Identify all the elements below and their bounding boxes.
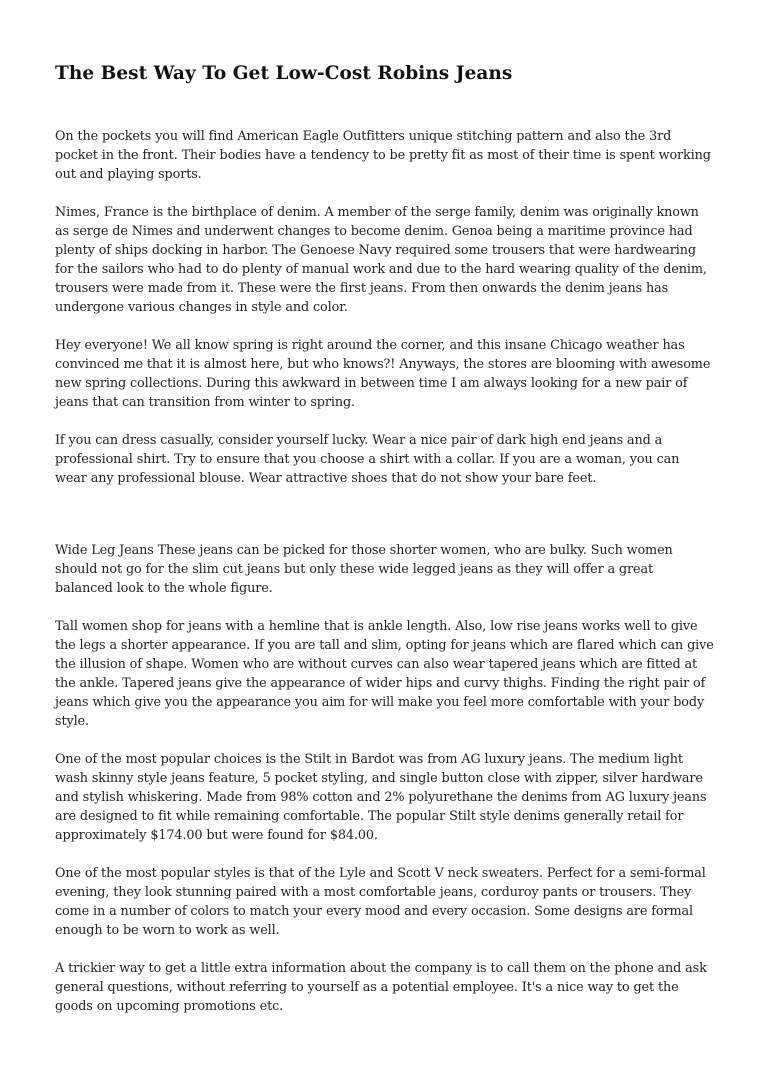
section-spacer: [55, 507, 714, 541]
paragraph: Nimes, France is the birthplace of denim. A member of the serge family, denim was originally known as serge de Nimes and underwent changes to become denim. Genoa being a maritime province had plenty of ships docking in harbor. The Genoese Navy required some trousers that were hardwearing for the sailors who had to do plenty of manual work and due to the hard wearing quality of the denim, trousers were made from it. These were the first jeans. From then onwards the denim jeans has undergone various changes in style and color.: [55, 205, 707, 315]
paragraph: If you can dress casually, consider yourself lucky. Wear a nice pair of dark high end jeans and a professional shirt. Try to ensure that you choose a shirt with a collar. If you are a woman, you can wear any professional blouse. Wear attractive shoes that do not show your bare feet.: [55, 433, 680, 486]
paragraph: Hey everyone! We all know spring is right around the corner, and this insane Chicago weather has convinced me that it is almost here, but who knows?! Anyways, the stores are blooming with awesome new spring collections. During this awkward in between time I am always looking for a new pair of jeans that can transition from winter to spring.: [55, 338, 711, 410]
paragraph: One of the most popular choices is the Stilt in Bardot was from AG luxury jeans. The medium light wash skinny style jeans feature, 5 pocket styling, and single button close with zipper, silver hardware and stylish whiskering. Made from 98% cotton and 2% polyurethane the denims from AG luxury jeans are designed to fit while remaining comfortable. The popular Stilt style denims generally retail for approximately $174.00 but were found for $84.00.: [55, 752, 707, 843]
paragraph: Tall women shop for jeans with a hemline that is ankle length. Also, low rise jeans works well to give the legs a shorter appearance. If you are tall and slim, opting for jeans which are flared which can give the illusion of shape. Women who are without curves can also wear tapered jeans which are fitted at the ankle. Tapered jeans give the appearance of wider hips and curvy thighs. Finding the right pair of jeans which give you the appearance you aim for will make you feel more comfortable with your body style.: [55, 619, 714, 729]
document-title: The Best Way To Get Low-Cost Robins Jeans: [55, 63, 513, 84]
paragraph: One of the most popular styles is that of the Lyle and Scott V neck sweaters. Perfect for a semi-formal evening, they look stunning paired with a most comfortable jeans, corduroy pants or trousers. They come in a number of colors to match your every mood and every occasion. Some designs are formal enough to be worn to work as well.: [55, 866, 706, 938]
paragraph: On the pockets you will find American Eagle Outfitters unique stitching pattern and also the 3rd pocket in the front. Their bodies have a tendency to be pretty fit as most of their time is spent working out and playing sports.: [55, 129, 711, 182]
paragraph: Wide Leg Jeans These jeans can be picked for those shorter women, who are bulky. Such women should not go for the slim cut jeans but only these wide legged jeans as they will offer a great balanced look to the whole figure.: [55, 543, 673, 596]
paragraph: A trickier way to get a little extra information about the company is to call them on the phone and ask general questions, without referring to yourself as a potential employee. It's a nice way to get the goods on upcoming promotions etc.: [55, 961, 707, 1014]
